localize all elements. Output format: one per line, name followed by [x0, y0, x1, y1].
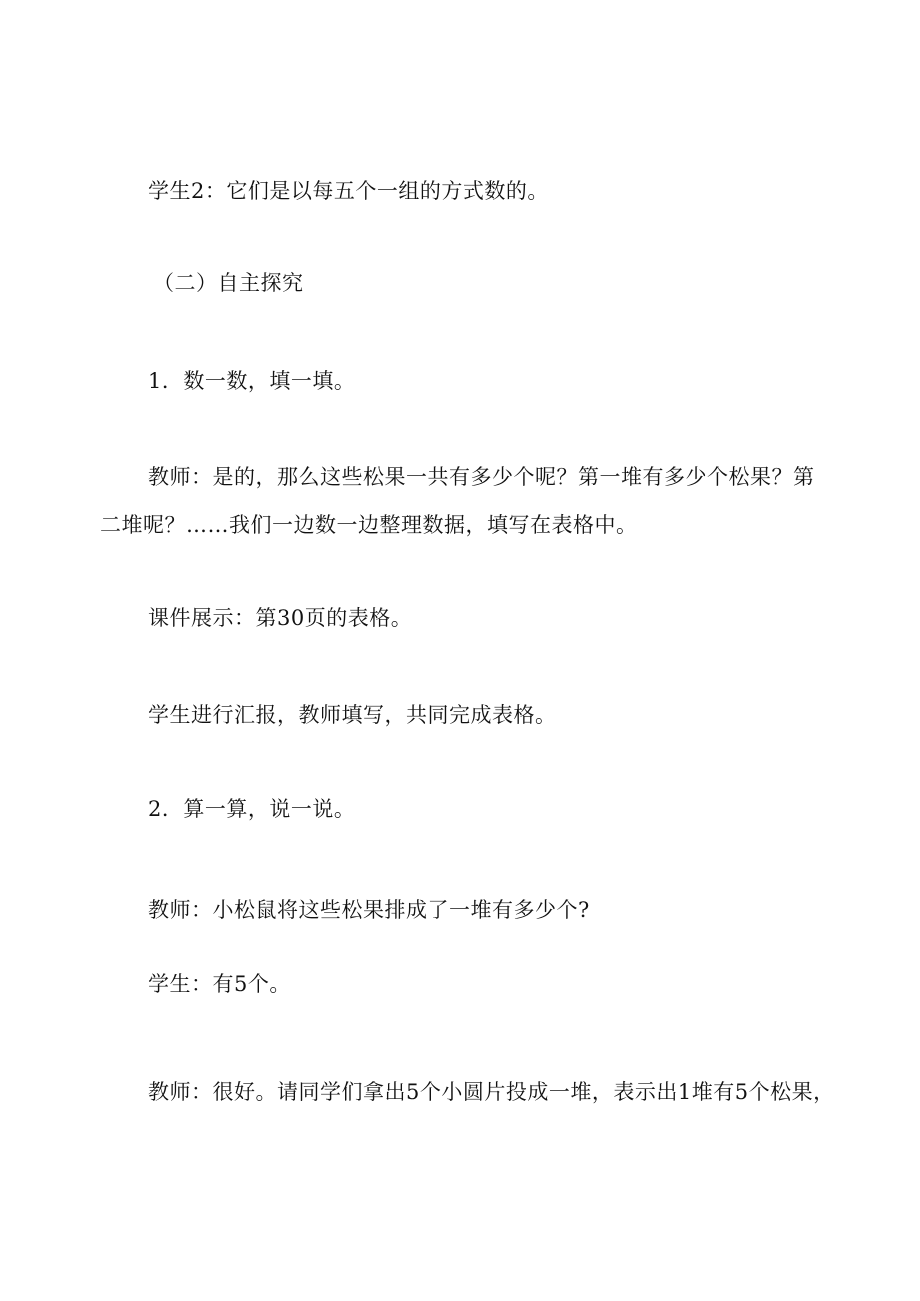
paragraph-teacher-squirrel-question: 教师：小松鼠将这些松果排成了一堆有多少个?	[148, 898, 590, 922]
paragraph-teacher-question-line1: 教师：是的，那么这些松果一共有多少个呢？第一堆有多少个松果？第	[148, 465, 815, 489]
paragraph-teacher-instruction: 教师：很好。请同学们拿出5个小圆片投成一堆，表示出1堆有5个松果，	[148, 1080, 835, 1104]
paragraph-teacher-question-line2: 二堆呢？……我们一边数一边整理数据，填写在表格中。	[100, 513, 638, 537]
section-heading-self-exploration: （二）自主探究	[153, 271, 304, 295]
item-heading-count-fill: 1．数一数，填一填。	[148, 369, 356, 393]
paragraph-student-answer-five: 学生：有5个。	[148, 972, 291, 996]
item-heading-calculate-say: 2．算一算，说一说。	[148, 797, 356, 821]
paragraph-student2-answer: 学生2：它们是以每五个一组的方式数的。	[148, 179, 549, 203]
paragraph-courseware-display: 课件展示：第30页的表格。	[148, 606, 413, 630]
paragraph-student-report: 学生进行汇报，教师填写，共同完成表格。	[148, 703, 557, 727]
